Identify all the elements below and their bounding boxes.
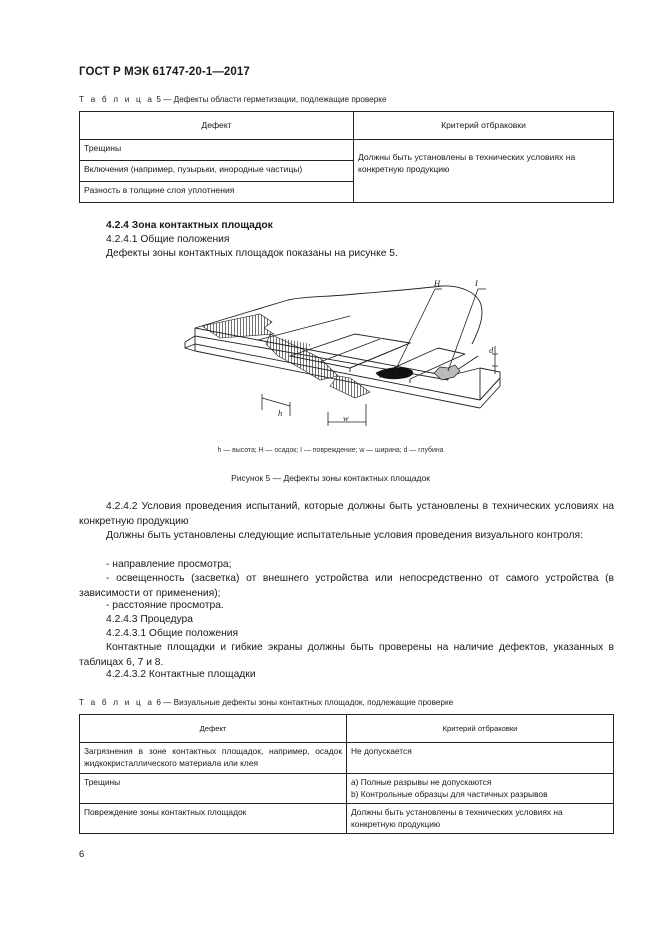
section-4-2-4-1: 4.2.4.1 Общие положения — [106, 234, 230, 245]
table5-row-cracks: Трещины — [80, 140, 354, 161]
figure5-label-I: I — [475, 278, 478, 288]
figure5-label-h: h — [278, 408, 283, 418]
table5-header-defect: Дефект — [80, 112, 354, 140]
table5-caption-text: 5 — Дефекты области герметизации, подлежащие проверке — [156, 95, 387, 104]
page-header: ГОСТ Р МЭК 61747-20-1—2017 — [79, 66, 250, 78]
table6-r1-defect: Загрязнения в зоне контактных площадок, например, осадок жидкокристаллического материала или клея — [80, 743, 347, 774]
table6-r2-criterion-b: b) Контрольные образцы для частичных разрывов — [351, 788, 548, 799]
paragraph-conditions: Должны быть установлены следующие испытательные условия проведения визуального контроля: — [106, 530, 583, 541]
page-number: 6 — [79, 849, 85, 860]
figure5-caption: Рисунок 5 — Дефекты зоны контактных площадок — [231, 473, 430, 483]
table5-caption — [79, 95, 387, 104]
figure5-label-w: w — [343, 413, 349, 423]
table6-caption-text: 6 — Визуальные дефекты зоны контактных площадок, подлежащие проверке — [156, 698, 454, 707]
table5 — [79, 111, 614, 203]
table6 — [79, 714, 614, 834]
section-4-2-4-3-2: 4.2.4.3.2 Контактные площадки — [106, 669, 256, 680]
table6-header-defect: Дефект — [80, 715, 347, 743]
table6-r2-defect: Трещины — [80, 774, 347, 804]
bullet-view-direction: - направление просмотра; — [106, 559, 232, 570]
figure5-drawing — [180, 276, 510, 436]
table6-caption-prefix: Т а б л и ц а — [79, 698, 155, 707]
table6-r3-criterion: Должны быть установлены в технических условиях на конкретную продукцию — [347, 804, 614, 834]
table6-header-criterion: Критерий отбраковки — [347, 715, 614, 743]
section-4-2-4-title: 4.2.4 Зона контактных площадок — [106, 220, 273, 231]
table5-caption-prefix: Т а б л и ц а — [79, 95, 155, 104]
table5-row-inclusions: Включения (например, пузырьки, инородные частицы) — [80, 161, 354, 182]
table6-r1-criterion: Не допускается — [347, 743, 614, 774]
figure5-label-H: H — [434, 278, 441, 288]
table5-header-criterion: Критерий отбраковки — [354, 112, 614, 140]
table6-r2-criterion — [347, 774, 614, 804]
figure5-legend: h — высота; H — осадок; I — повреждение; w — ширина; d — глубина — [217, 447, 444, 454]
paragraph-4-2-4-2: 4.2.4.2 Условия проведения испытаний, которые должны быть установлены в технических условиях на конкретную продукцию — [79, 501, 614, 527]
table5-row-thickness: Разность в толщине слоя уплотнения — [80, 182, 354, 203]
section-4-2-4-3: 4.2.4.3 Процедура — [106, 614, 193, 625]
section-4-2-4-text: Дефекты зоны контактных площадок показаны на рисунке 5. — [106, 248, 398, 259]
section-4-2-4-3-1: 4.2.4.3.1 Общие положения — [106, 628, 239, 639]
figure5-label-d: d — [489, 345, 494, 355]
table5-criterion: Должны быть установлены в технических условиях на конкретную продукцию — [354, 140, 614, 203]
table6-r3-defect: Повреждение зоны контактных площадок — [80, 804, 347, 834]
paragraph-procedure: Контактные площадки и гибкие экраны должны быть проверены на наличие дефектов, указанных в таблицах 6, 7 и 8. — [79, 642, 614, 668]
table6-r2-criterion-a: a) Полные разрывы не допускаются — [351, 777, 492, 787]
bullet-illumination: - освещенность (засветка) от внешнего устройства или непосредственно от самого устройства (в зависимости от применения); — [79, 573, 614, 599]
bullet-view-distance: - расстояние просмотра. — [106, 600, 224, 611]
table6-caption — [79, 698, 453, 707]
